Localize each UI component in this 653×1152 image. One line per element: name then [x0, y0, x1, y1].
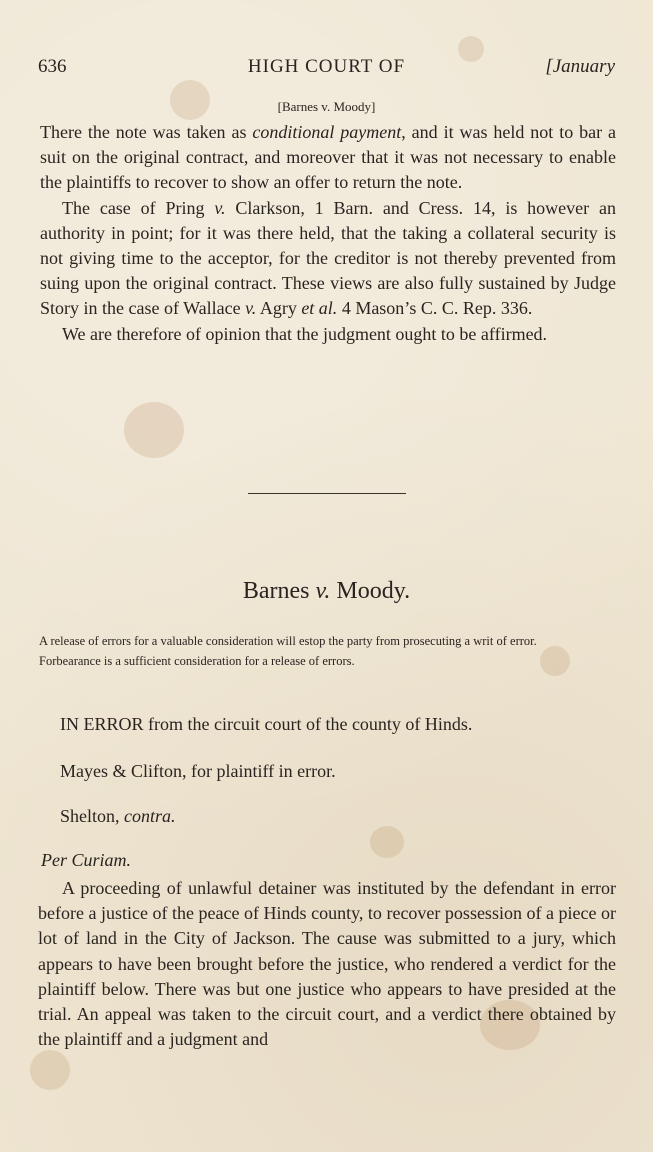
case-reference: [Barnes v. Moody] — [277, 99, 376, 114]
foxing-stain — [30, 1050, 70, 1090]
running-title: HIGH COURT OF — [247, 56, 406, 77]
headnote: Forbearance is a sufficient consideration for a release of errors. — [39, 654, 355, 668]
opinion-text — [38, 876, 616, 1052]
per-curiam-heading: Per Curiam. — [41, 850, 131, 870]
paragraph: A proceeding of unlawful detainer was instituted by the defendant in error before a justice of the peace of Hinds county, to recover possession of a piece or lot of land in the City of Jackson. The cause was submitted to a jury, which appears to have been brought before the justice, who rendered a verdict for the plaintiff below. There was but one justice who appears to have presided at the trial. An appeal was taken to the circuit court, and a verdict there obtained by the plaintiff and a judgment and — [38, 878, 616, 1050]
foxing-stain — [124, 402, 184, 458]
plaintiff-counsel: Mayes & Clifton, for plaintiff in error. — [60, 761, 336, 781]
headnote: A release of errors for a valuable consideration will estop the party from prosecuting a writ of error. — [39, 634, 537, 648]
previous-case-conclusion — [40, 120, 616, 347]
foxing-stain — [370, 826, 404, 858]
section-divider — [248, 493, 406, 494]
paragraph: We are therefore of opinion that the judgment ought to be affirmed. — [62, 323, 548, 344]
defendant-counsel: Shelton, contra. — [60, 806, 176, 826]
page-number: 636 — [38, 56, 67, 77]
paragraph: The case of Pring v. Clarkson, 1 Barn. and Cress. 14, is however an authority in point; for it was there held, that the taking a collateral security is not giving time to the acceptor, for the creditor is not thereby prevented from suing upon the original contract. These views are also fully sustained by Judge Story in the case of Wallace v. Agry et al. 4 Mason’s C. C. Rep. 336. — [40, 197, 616, 319]
running-month: [January — [545, 56, 615, 77]
case-title: Barnes v. Moody. — [242, 578, 411, 604]
headnotes — [39, 631, 619, 671]
error-statement: IN ERROR from the circuit court of the county of Hinds. — [60, 714, 473, 734]
running-header — [38, 52, 615, 82]
paragraph: There the note was taken as conditional payment, and it was held not to bar a suit on the original contract, and moreover that it was not necessary to enable the plaintiffs to recover to show an offer to return the note. — [40, 122, 616, 193]
